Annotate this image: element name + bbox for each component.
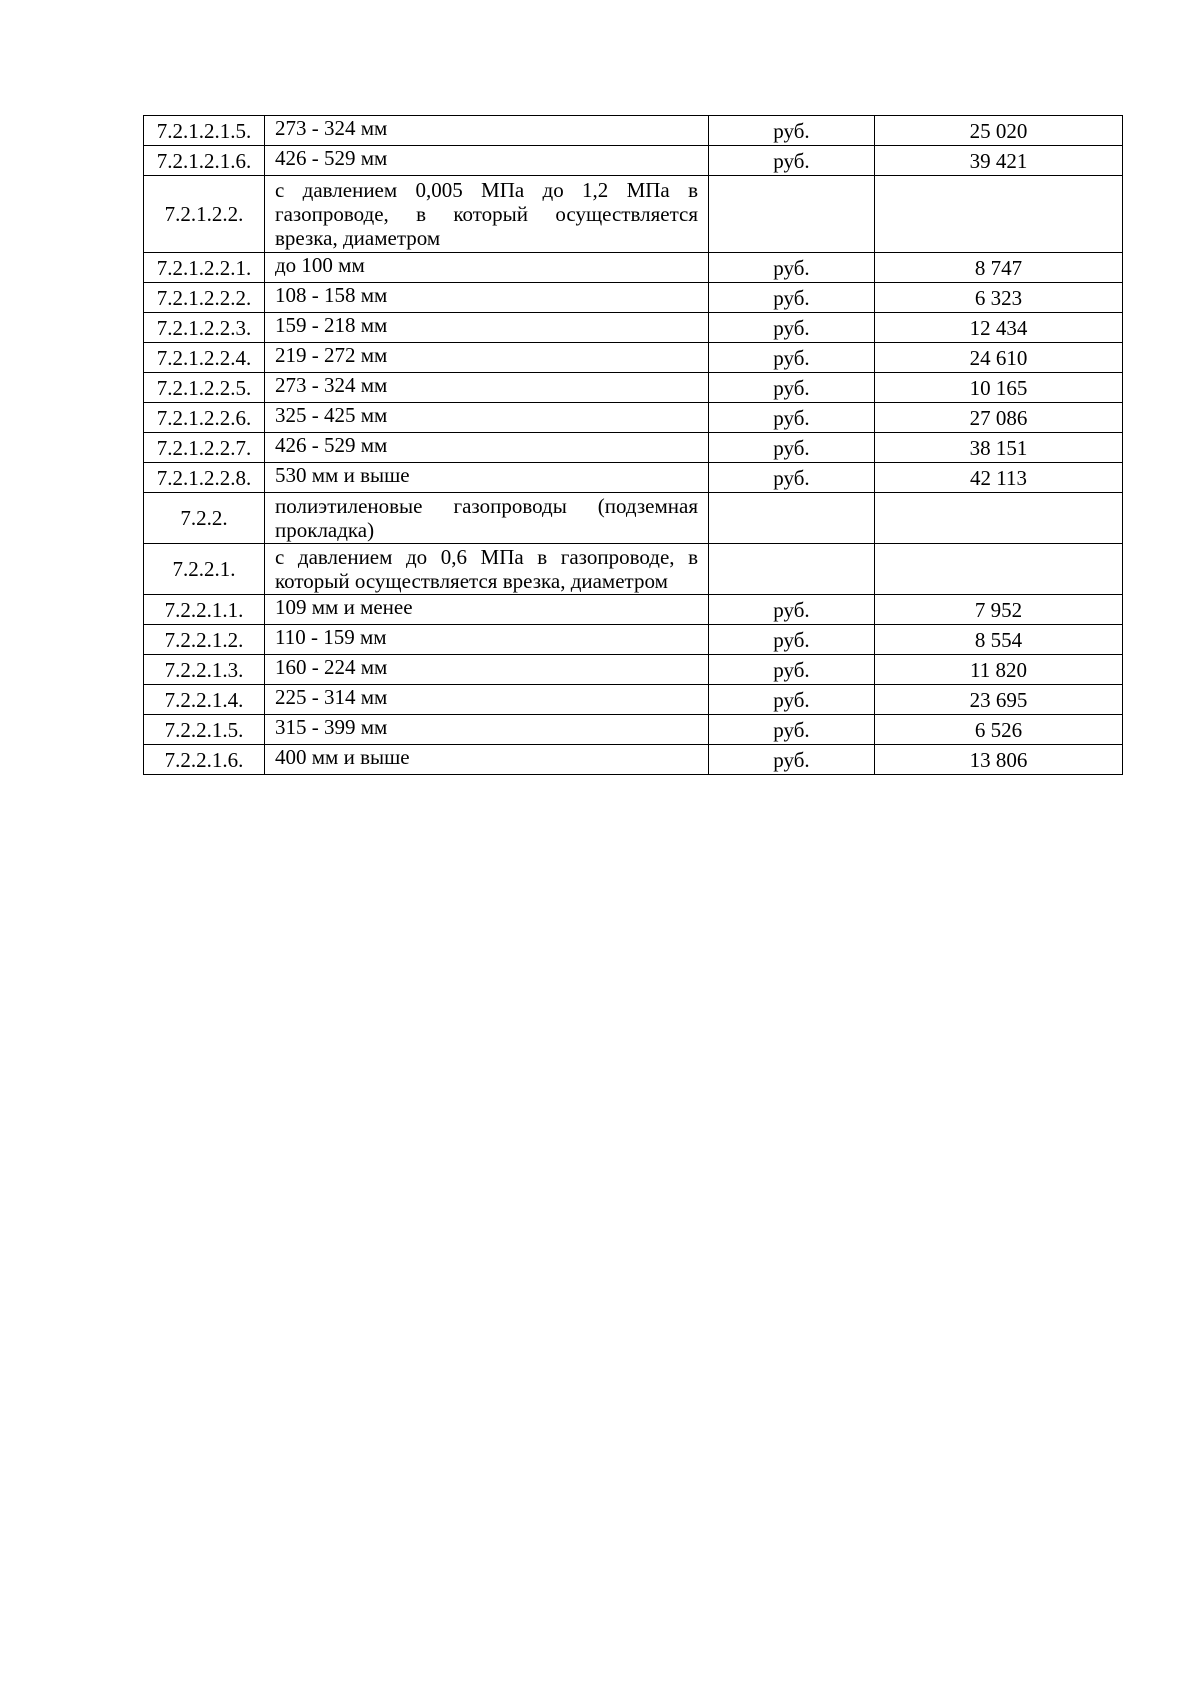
unit-cell bbox=[709, 493, 875, 544]
item-number-cell bbox=[144, 493, 265, 544]
item-name-cell bbox=[265, 403, 709, 433]
item-number-cell bbox=[144, 544, 265, 595]
item-number: 7.2.2.1.3. bbox=[164, 657, 244, 682]
price-cell bbox=[875, 146, 1123, 176]
item-number: 7.2.1.2.2.8. bbox=[156, 465, 252, 490]
item-name: 225 - 314 мм bbox=[275, 685, 388, 709]
item-name-cell bbox=[265, 463, 709, 493]
price-value: 39 421 bbox=[969, 148, 1028, 173]
item-name-cell bbox=[265, 493, 709, 544]
item-number-cell bbox=[144, 685, 265, 715]
unit-cell bbox=[709, 595, 875, 625]
price-cell bbox=[875, 655, 1123, 685]
price-value: 6 526 bbox=[974, 717, 1023, 742]
item-number-cell bbox=[144, 343, 265, 373]
table-row bbox=[144, 176, 1123, 253]
item-name: 273 - 324 мм bbox=[275, 373, 388, 397]
tariff-table bbox=[143, 115, 1123, 775]
unit-of-measure: руб. bbox=[773, 747, 810, 772]
item-number: 7.2.1.2.2.7. bbox=[156, 435, 252, 460]
item-name-cell bbox=[265, 283, 709, 313]
item-name: полиэтиленовые газопроводы (подземная прокладка) bbox=[275, 494, 698, 542]
unit-of-measure: руб. bbox=[773, 285, 810, 310]
item-number-cell bbox=[144, 403, 265, 433]
item-name-cell bbox=[265, 146, 709, 176]
unit-of-measure: руб. bbox=[773, 345, 810, 370]
table-row bbox=[144, 253, 1123, 283]
table-row bbox=[144, 403, 1123, 433]
price-value: 12 434 bbox=[969, 315, 1028, 340]
unit-cell bbox=[709, 313, 875, 343]
item-name-cell bbox=[265, 625, 709, 655]
item-number: 7.2.2.1.6. bbox=[164, 747, 244, 772]
item-name: 400 мм и выше bbox=[275, 745, 410, 769]
item-number-cell bbox=[144, 625, 265, 655]
item-number-cell bbox=[144, 655, 265, 685]
item-name: до 100 мм bbox=[275, 253, 365, 277]
item-number-cell bbox=[144, 373, 265, 403]
item-name-cell bbox=[265, 685, 709, 715]
price-cell bbox=[875, 283, 1123, 313]
table-row bbox=[144, 655, 1123, 685]
item-name: 315 - 399 мм bbox=[275, 715, 388, 739]
item-name-cell bbox=[265, 595, 709, 625]
unit-cell bbox=[709, 253, 875, 283]
price-cell bbox=[875, 685, 1123, 715]
price-cell bbox=[875, 493, 1123, 544]
price-value: 8 554 bbox=[974, 627, 1023, 652]
item-name: 219 - 272 мм bbox=[275, 343, 388, 367]
table-row bbox=[144, 745, 1123, 775]
unit-cell bbox=[709, 433, 875, 463]
price-cell bbox=[875, 433, 1123, 463]
price-cell bbox=[875, 625, 1123, 655]
unit-cell bbox=[709, 373, 875, 403]
table-row bbox=[144, 116, 1123, 146]
item-name: 110 - 159 мм bbox=[275, 625, 387, 649]
item-name: с давлением до 0,6 МПа в газопроводе, в который осуществляется врезка, диаметром bbox=[275, 545, 698, 593]
item-number-cell bbox=[144, 715, 265, 745]
item-name-cell bbox=[265, 313, 709, 343]
item-name: 159 - 218 мм bbox=[275, 313, 388, 337]
item-number: 7.2.2.1.2. bbox=[164, 627, 244, 652]
item-number-cell bbox=[144, 253, 265, 283]
unit-cell bbox=[709, 343, 875, 373]
unit-cell bbox=[709, 655, 875, 685]
table-row bbox=[144, 463, 1123, 493]
table-row bbox=[144, 595, 1123, 625]
price-cell bbox=[875, 253, 1123, 283]
item-number: 7.2.1.2.2.4. bbox=[156, 345, 252, 370]
price-value: 11 820 bbox=[970, 657, 1027, 682]
item-number-cell bbox=[144, 433, 265, 463]
price-cell bbox=[875, 373, 1123, 403]
price-value: 7 952 bbox=[974, 597, 1023, 622]
item-number: 7.2.1.2.2. bbox=[164, 202, 244, 226]
unit-cell bbox=[709, 403, 875, 433]
price-value: 24 610 bbox=[969, 345, 1028, 370]
tariff-table-body bbox=[144, 116, 1123, 775]
item-number-cell bbox=[144, 313, 265, 343]
price-cell bbox=[875, 343, 1123, 373]
unit-of-measure: руб. bbox=[773, 657, 810, 682]
item-number: 7.2.2.1. bbox=[172, 557, 236, 581]
unit-cell bbox=[709, 116, 875, 146]
item-name: 426 - 529 мм bbox=[275, 433, 388, 457]
unit-cell bbox=[709, 544, 875, 595]
price-cell bbox=[875, 715, 1123, 745]
table-row bbox=[144, 373, 1123, 403]
item-number: 7.2.1.2.2.6. bbox=[156, 405, 252, 430]
item-name: 160 - 224 мм bbox=[275, 655, 388, 679]
unit-cell bbox=[709, 745, 875, 775]
unit-of-measure: руб. bbox=[773, 627, 810, 652]
price-value: 27 086 bbox=[969, 405, 1028, 430]
table-row bbox=[144, 625, 1123, 655]
unit-cell bbox=[709, 146, 875, 176]
price-cell bbox=[875, 745, 1123, 775]
price-cell bbox=[875, 116, 1123, 146]
item-number-cell bbox=[144, 146, 265, 176]
item-name-cell bbox=[265, 116, 709, 146]
price-value: 25 020 bbox=[969, 118, 1028, 143]
unit-of-measure: руб. bbox=[773, 597, 810, 622]
unit-cell bbox=[709, 715, 875, 745]
item-name: 426 - 529 мм bbox=[275, 146, 388, 170]
price-cell bbox=[875, 313, 1123, 343]
item-name-cell bbox=[265, 715, 709, 745]
table-row bbox=[144, 433, 1123, 463]
item-number-cell bbox=[144, 116, 265, 146]
unit-cell bbox=[709, 176, 875, 253]
item-name-cell bbox=[265, 433, 709, 463]
unit-cell bbox=[709, 283, 875, 313]
item-name: 108 - 158 мм bbox=[275, 283, 388, 307]
item-number: 7.2.1.2.1.6. bbox=[156, 148, 252, 173]
item-number: 7.2.1.2.2.2. bbox=[156, 285, 252, 310]
price-value: 6 323 bbox=[974, 285, 1023, 310]
unit-cell bbox=[709, 625, 875, 655]
price-cell bbox=[875, 595, 1123, 625]
table-row bbox=[144, 146, 1123, 176]
item-name-cell bbox=[265, 655, 709, 685]
price-value: 13 806 bbox=[969, 747, 1028, 772]
item-name: 109 мм и менее bbox=[275, 595, 413, 619]
price-value: 23 695 bbox=[969, 687, 1028, 712]
item-number: 7.2.2.1.5. bbox=[164, 717, 244, 742]
unit-of-measure: руб. bbox=[773, 255, 810, 280]
item-number-cell bbox=[144, 595, 265, 625]
table-row bbox=[144, 685, 1123, 715]
item-name: с давлением 0,005 МПа до 1,2 МПа в газопроводе, в который осуществляется врезка, диаметром bbox=[275, 178, 698, 250]
table-row bbox=[144, 493, 1123, 544]
table-row bbox=[144, 715, 1123, 745]
price-value: 8 747 bbox=[974, 255, 1023, 280]
item-name-cell bbox=[265, 544, 709, 595]
unit-of-measure: руб. bbox=[773, 717, 810, 742]
unit-cell bbox=[709, 463, 875, 493]
item-name-cell bbox=[265, 373, 709, 403]
item-name-cell bbox=[265, 253, 709, 283]
item-number-cell bbox=[144, 176, 265, 253]
price-value: 42 113 bbox=[970, 465, 1027, 490]
item-name-cell bbox=[265, 745, 709, 775]
unit-of-measure: руб. bbox=[773, 405, 810, 430]
table-row bbox=[144, 544, 1123, 595]
item-number: 7.2.1.2.1.5. bbox=[156, 118, 252, 143]
item-name: 530 мм и выше bbox=[275, 463, 410, 487]
unit-of-measure: руб. bbox=[773, 148, 810, 173]
item-number: 7.2.1.2.2.5. bbox=[156, 375, 252, 400]
price-value: 10 165 bbox=[969, 375, 1028, 400]
price-cell bbox=[875, 176, 1123, 253]
item-number: 7.2.2. bbox=[180, 506, 228, 530]
unit-of-measure: руб. bbox=[773, 465, 810, 490]
item-number: 7.2.2.1.1. bbox=[164, 597, 244, 622]
item-number-cell bbox=[144, 283, 265, 313]
price-cell bbox=[875, 463, 1123, 493]
item-number-cell bbox=[144, 745, 265, 775]
table-row bbox=[144, 283, 1123, 313]
unit-of-measure: руб. bbox=[773, 375, 810, 400]
item-name-cell bbox=[265, 343, 709, 373]
unit-of-measure: руб. bbox=[773, 118, 810, 143]
price-cell bbox=[875, 403, 1123, 433]
item-number: 7.2.2.1.4. bbox=[164, 687, 244, 712]
price-value: 38 151 bbox=[969, 435, 1028, 460]
table-row bbox=[144, 313, 1123, 343]
item-number: 7.2.1.2.2.3. bbox=[156, 315, 252, 340]
unit-of-measure: руб. bbox=[773, 435, 810, 460]
item-name: 273 - 324 мм bbox=[275, 116, 388, 140]
item-name: 325 - 425 мм bbox=[275, 403, 388, 427]
item-number-cell bbox=[144, 463, 265, 493]
unit-cell bbox=[709, 685, 875, 715]
item-number: 7.2.1.2.2.1. bbox=[156, 255, 252, 280]
item-name-cell bbox=[265, 176, 709, 253]
table-row bbox=[144, 343, 1123, 373]
unit-of-measure: руб. bbox=[773, 687, 810, 712]
unit-of-measure: руб. bbox=[773, 315, 810, 340]
price-cell bbox=[875, 544, 1123, 595]
